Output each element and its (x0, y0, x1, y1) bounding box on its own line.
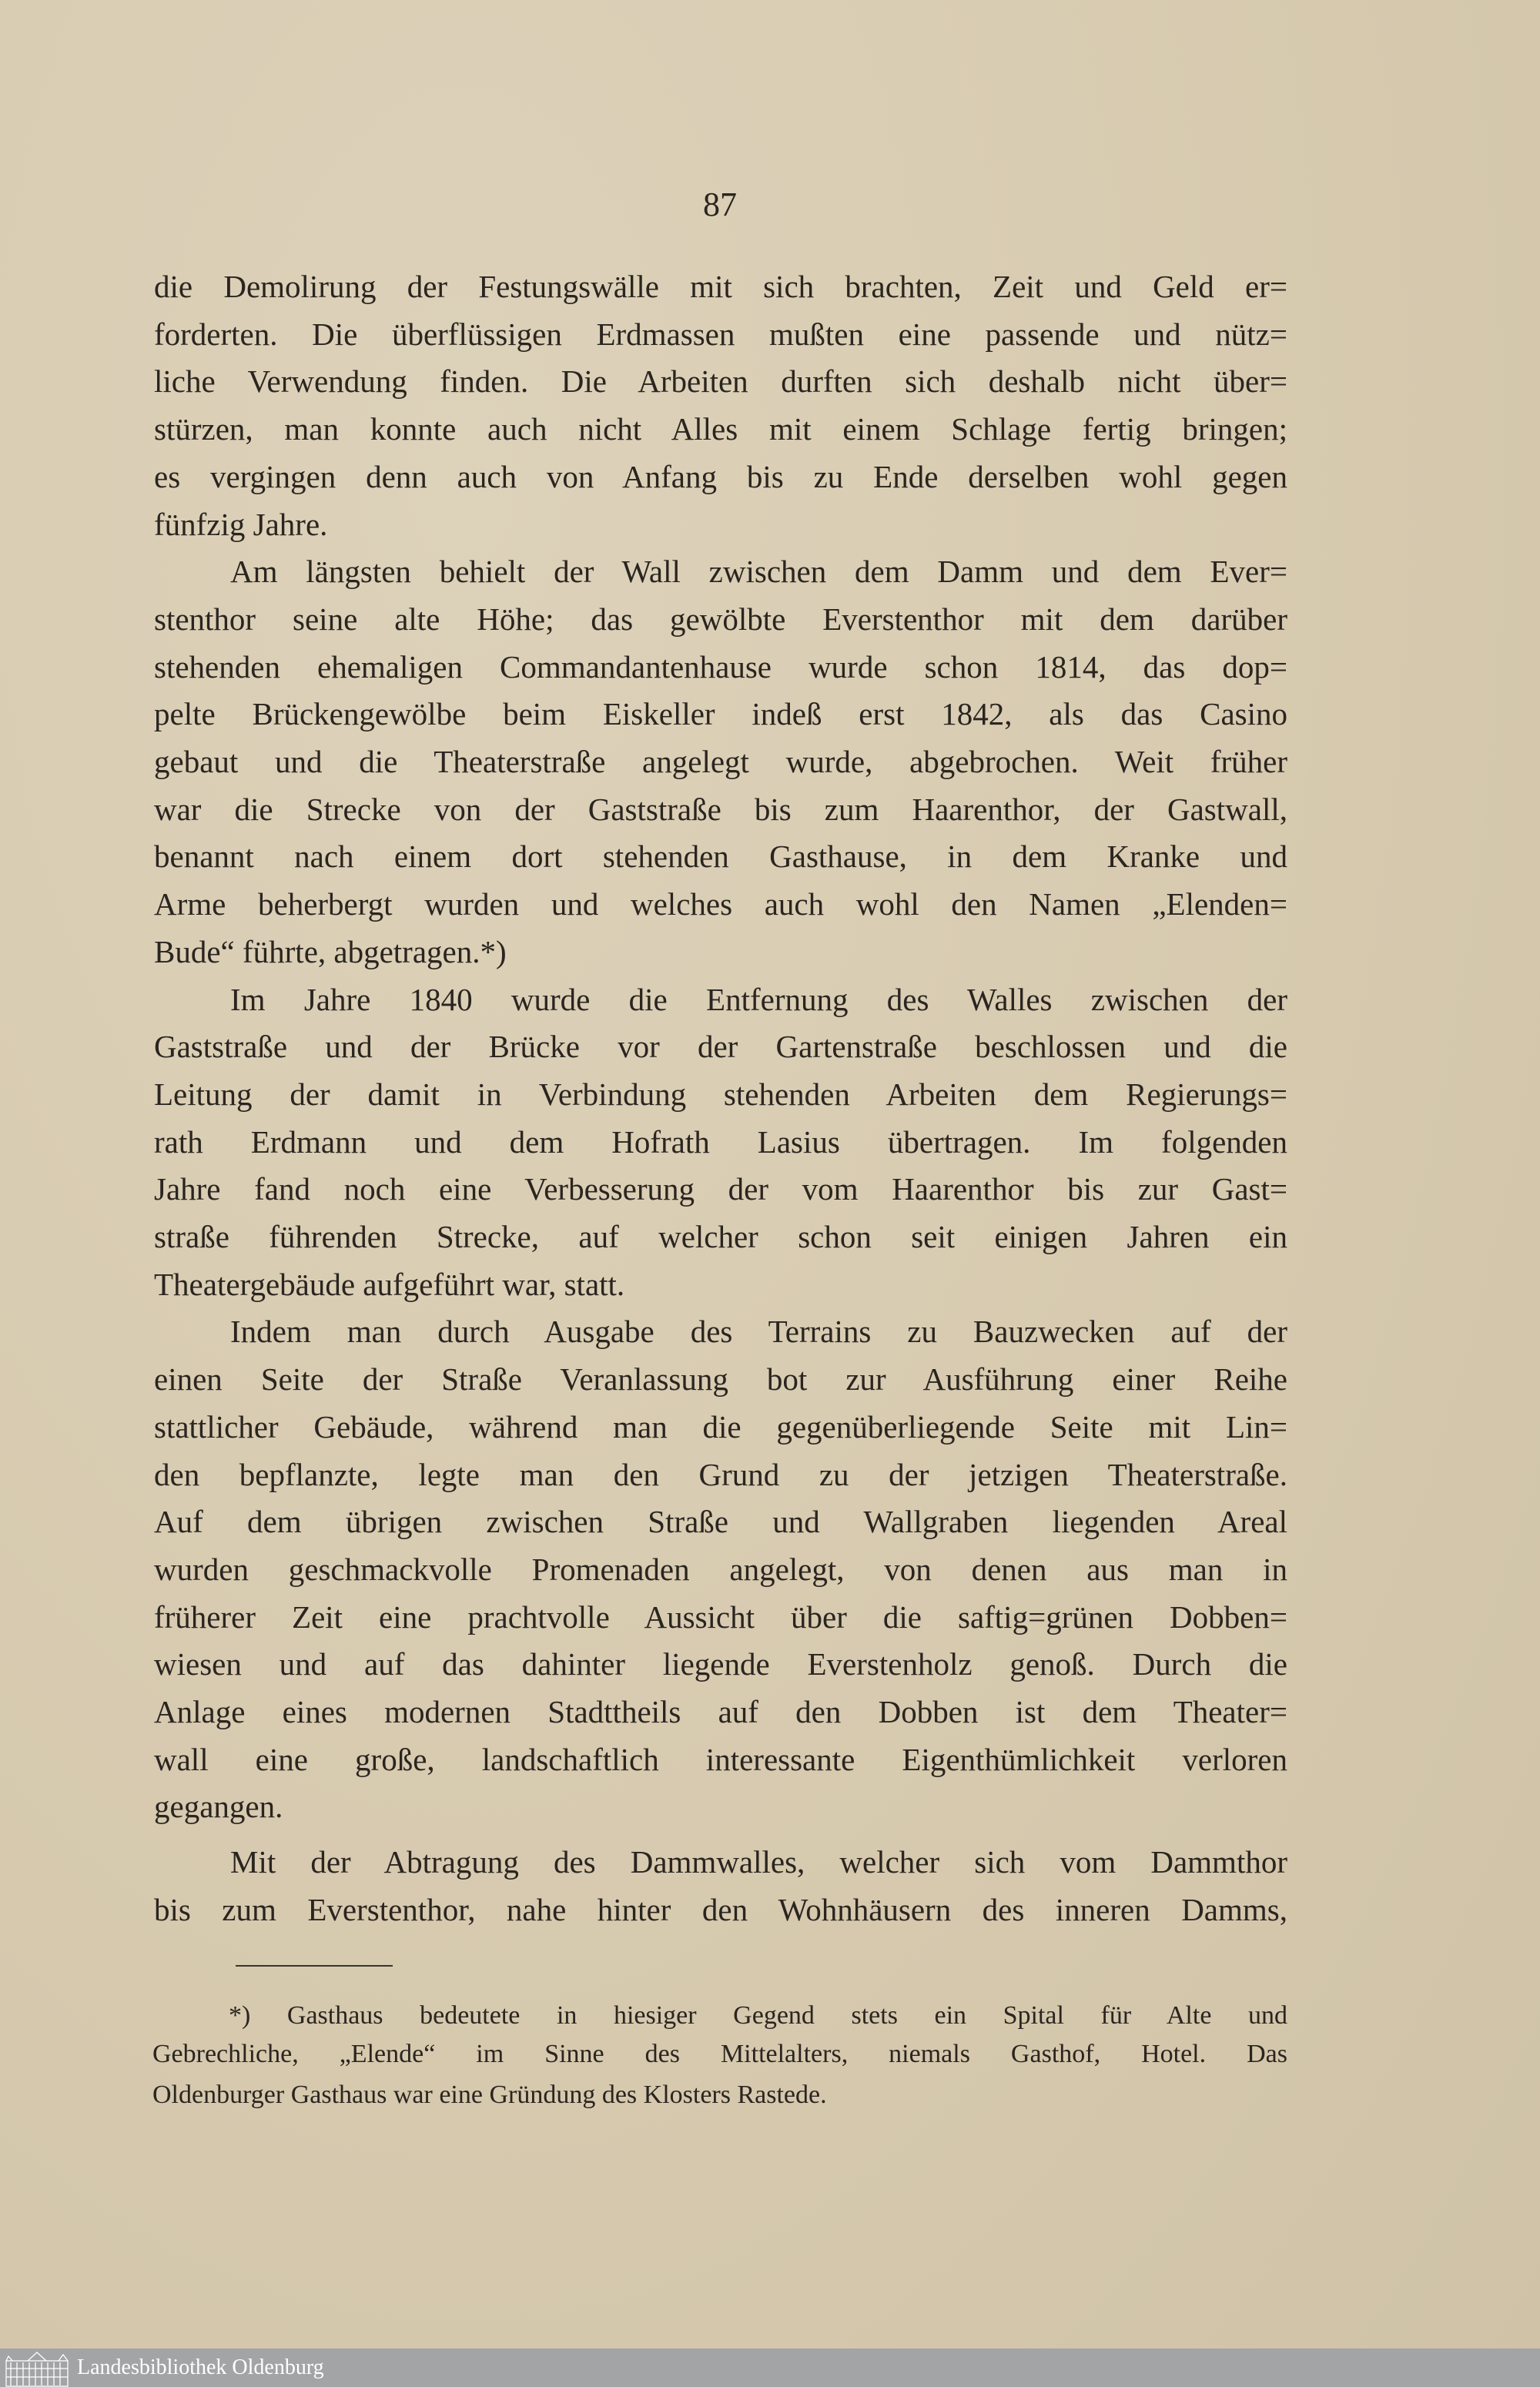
text-line: es vergingen denn auch von Anfang bis zu Ende derselben wohl gegen (154, 458, 1287, 494)
text-line: pelte Brückengewölbe beim Eiskeller indeß erst 1842, als das Casino (154, 696, 1287, 732)
footnote-separator (236, 1965, 393, 1967)
text-line: war die Strecke von der Gaststraße bis zum Haarenthor, der Gastwall, (154, 791, 1287, 827)
text-line: Am längsten behielt der Wall zwischen dem Damm und dem Ever= (230, 554, 1287, 590)
text-line: Jahre fand noch eine Verbesserung der vom Haarenthor bis zur Gast= (154, 1171, 1287, 1207)
text-line: forderten. Die überflüssigen Erdmassen mußten eine passende und nütz= (154, 316, 1287, 352)
text-line: wall eine große, landschaftlich interessante Eigenthümlichkeit verloren (154, 1741, 1287, 1777)
text-line: stürzen, man konnte auch nicht Alles mit einem Schlage fertig bringen; (154, 411, 1287, 447)
text-line: gebaut und die Theaterstraße angelegt wurde, abgebrochen. Weit früher (154, 744, 1287, 779)
page-number (0, 185, 1540, 224)
footnote-line: *) Gasthaus bedeutete in hiesiger Gegend stets ein Spital für Alte und (229, 2001, 1287, 2030)
text-line: Anlage eines modernen Stadttheils auf den Dobben ist dem Theater= (154, 1694, 1287, 1729)
page-number-text: 87 (703, 186, 737, 223)
library-building-logo (5, 2352, 69, 2387)
text-line: den bepflanzte, legte man den Grund zu der jetzigen Theaterstraße. (154, 1456, 1287, 1492)
text-line: fünfzig Jahre. (154, 506, 328, 542)
text-line: rath Erdmann und dem Hofrath Lasius übertragen. Im folgenden (154, 1123, 1287, 1160)
text-line: Theatergebäude aufgeführt war, statt. (154, 1266, 625, 1302)
text-line: Arme beherbergt wurden und welches auch wohl den Namen „Elenden= (154, 886, 1287, 922)
text-line: Indem man durch Ausgabe des Terrains zu Bauzwecken auf der (230, 1314, 1287, 1350)
text-line: straße führenden Strecke, auf welcher schon seit einigen Jahren ein (154, 1219, 1287, 1254)
text-line: bis zum Everstenthor, nahe hinter den Wohnhäusern des inneren Damms, (154, 1891, 1287, 1927)
text-line: Gaststraße und der Brücke vor der Gartenstraße beschlossen und die (154, 1029, 1287, 1065)
text-line: stenthor seine alte Höhe; das gewölbte Everstenthor mit dem darüber (154, 601, 1287, 637)
library-footer-bar (0, 2348, 1540, 2387)
text-line: Im Jahre 1840 wurde die Entfernung des Walles zwischen der (230, 981, 1287, 1017)
text-line: wurden geschmackvolle Promenaden angelegt, von denen aus man in (154, 1551, 1287, 1587)
text-line: früherer Zeit eine prachtvolle Aussicht über die saftig=grünen Dobben= (154, 1599, 1287, 1635)
text-line: Mit der Abtragung des Dammwalles, welcher sich vom Dammthor (230, 1844, 1287, 1880)
text-line: Bude“ führte, abgetragen.*) (154, 933, 507, 969)
text-line: gegangen. (154, 1789, 283, 1825)
text-line: stehenden ehemaligen Commandantenhause wurde schon 1814, das dop= (154, 648, 1287, 685)
text-line: Leitung der damit in Verbindung stehenden Arbeiten dem Regierungs= (154, 1076, 1287, 1112)
text-line: wiesen und auf das dahinter liegende Everstenholz genoß. Durch die (154, 1646, 1287, 1682)
footnote-line: Gebrechliche, „Elende“ im Sinne des Mittelalters, niemals Gasthof, Hotel. Das (152, 2040, 1287, 2068)
text-line: stattlicher Gebäude, während man die gegenüberliegende Seite mit Lin= (154, 1408, 1287, 1445)
text-line: die Demolirung der Festungswälle mit sich brachten, Zeit und Geld er= (154, 269, 1287, 304)
footnote-line: Oldenburger Gasthaus war eine Gründung des Klosters Rastede. (152, 2081, 827, 2109)
text-line: benannt nach einem dort stehenden Gasthause, in dem Kranke und (154, 839, 1287, 875)
text-line: liche Verwendung finden. Die Arbeiten durften sich deshalb nicht über= (154, 363, 1287, 400)
text-line: einen Seite der Straße Veranlassung bot zur Ausführung einer Reihe (154, 1361, 1287, 1398)
text-line: Auf dem übrigen zwischen Straße und Wallgraben liegenden Areal (154, 1504, 1287, 1540)
library-name: Landesbibliothek Oldenburg (77, 2355, 324, 2379)
